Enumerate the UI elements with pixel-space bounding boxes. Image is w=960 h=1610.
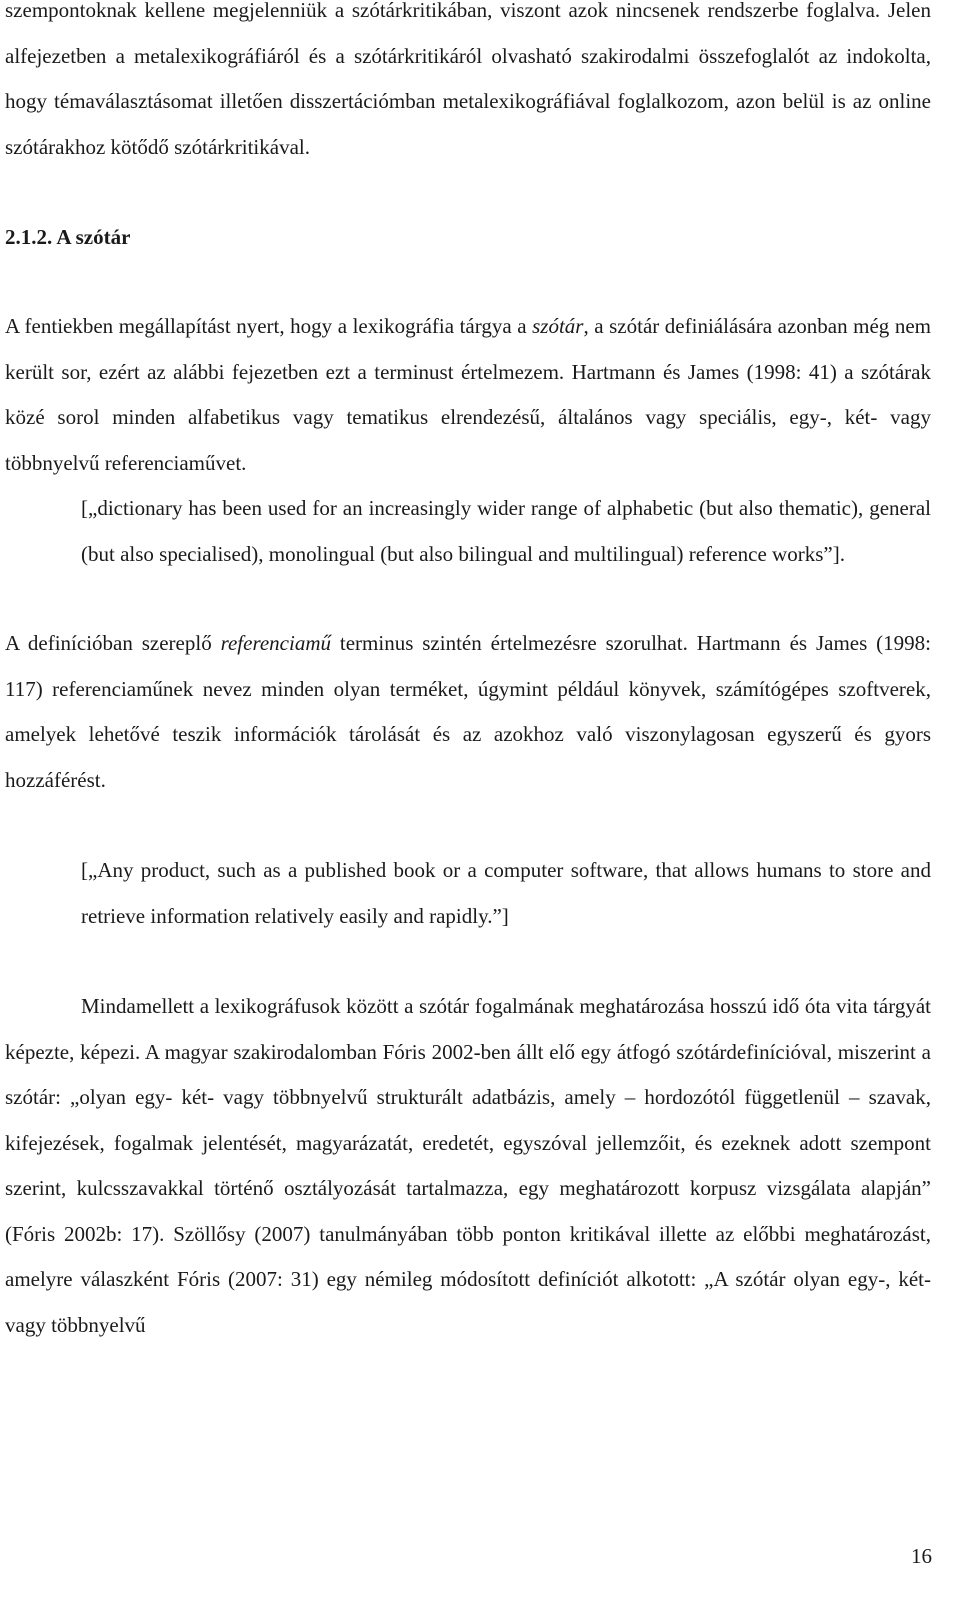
para2-text-start: A definícióban szereplő (5, 631, 221, 655)
quote-dictionary-english: [„dictionary has been used for an increasingly wider range of alphabetic (but also thematic), general (but also specialised), monolingual (but also bilingual and multilingual) reference works”]. (81, 496, 931, 566)
paragraph-foris-definition: Mindamellett a lexikográfusok között a szótár fogalmának meghatározása hosszú idő óta vita tárgyát képezte, képezi. A magyar szakirodalomban Fóris 2002-ben állt elő egy átfogó szótárdefinícióval, miszerint a szótár: „olyan egy- két- vagy többnyelvű strukturált adatbázis, amely – hordozótól függetlenül – szavak, kifejezések, fogalmak jelentését, magyarázatát, eredetét, egyszóval jellemzőit, és ezeknek adott szempont szerint, kulcsszavakkal történő osztályozását tartalmazza, egy meghatározott korpusz vizsgálata alapján” (Fóris 2002b: 17). Szöllősy (2007) tanulmányában több ponton kritikával illette az előbbi meghatározást, amelyre válaszként Fóris (2007: 31) egy némileg módosított definíciót alkotott: „A szótár olyan egy-, két- vagy többnyelvű (5, 994, 931, 1337)
section-heading: 2.1.2. A szótár (5, 225, 131, 249)
para2-italic-term: referenciamű (220, 631, 331, 655)
paragraph-reference-work (5, 621, 931, 803)
page-number: 16 (911, 1544, 932, 1568)
paragraph-dictionary-definition (5, 304, 931, 486)
quote-reference-work-english: [„Any product, such as a published book or a computer software, that allows humans to store and retrieve information relatively easily and rapidly.”] (81, 858, 931, 928)
para1-italic-term: szótár (532, 314, 584, 338)
intro-paragraph: szempontoknak kellene megjelenniük a szótárkritikában, viszont azok nincsenek rendszerbe foglalva. Jelen alfejezetben a metalexikográfiáról és a szótárkritikáról olvasható szakirodalmi összefoglalót az indokolta, hogy témaválasztásomat illetően disszertációmban metalexikográfiával foglalkozom, azon belül is az online szótárakhoz kötődő szótárkritikával. (5, 0, 931, 159)
para2-text-end: terminus szintén értelmezésre szorulhat. Hartmann és James (1998: 117) referenciaműnek nevez minden olyan terméket, úgymint például könyvek, számítógépes szoftverek, amelyek lehetővé teszik információk tárolását és az azokhoz való viszonylagosan egyszerű és gyors hozzáférést. (5, 631, 931, 792)
para1-text-end: , a szótár definiálására azonban még nem került sor, ezért az alábbi fejezetben ezt a terminust értelmezem. Hartmann és James (1998: 41) a szótárak közé sorol minden alfabetikus vagy tematikus elrendezésű, általános vagy speciális, egy-, két- vagy többnyelvű referenciaművet. (5, 314, 931, 475)
para1-text-start: A fentiekben megállapítást nyert, hogy a lexikográfia tárgya a (5, 314, 533, 338)
document-page (5, 0, 931, 1348)
